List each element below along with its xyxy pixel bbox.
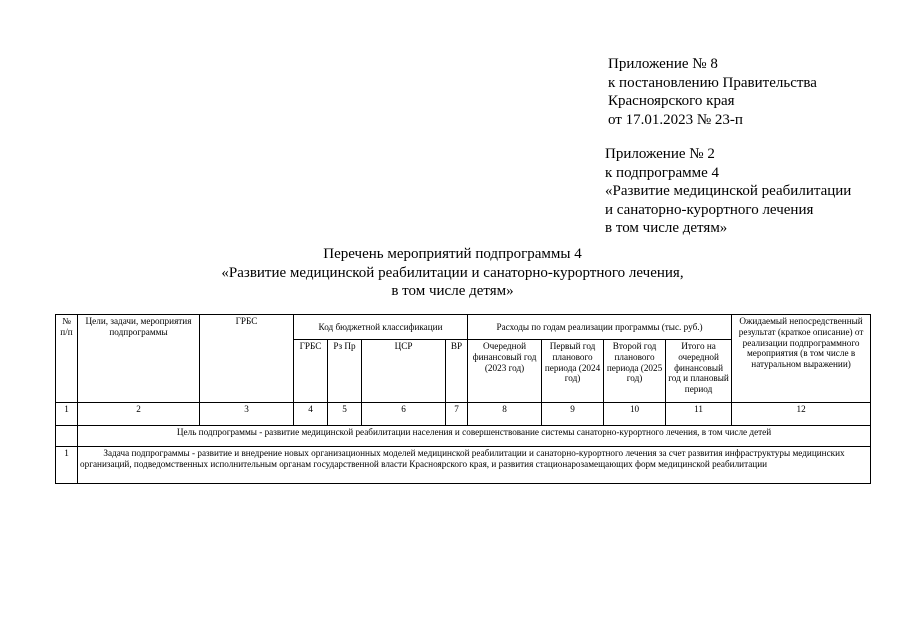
- appendix-8-line-3: Красноярского края: [608, 93, 735, 109]
- column-number: 1: [56, 403, 78, 426]
- appendix-2-line-3: «Развитие медицинской реабилитации: [605, 183, 852, 199]
- goal-number-cell: [56, 426, 78, 447]
- header-goals: Цели, задачи, мероприятия подпрограммы: [78, 315, 200, 403]
- column-number: 11: [666, 403, 732, 426]
- header-code-grbs: ГРБС: [294, 340, 328, 403]
- header-year-second: Второй год планового периода (2025 год): [604, 340, 666, 403]
- header-code-csr: ЦСР: [362, 340, 446, 403]
- header-total: Итого на очередной финансовый год и плановый период: [666, 340, 732, 403]
- appendix-8-line-2: к постановлению Правительства: [608, 74, 817, 91]
- column-number: 10: [604, 403, 666, 426]
- appendix-2-line-4: и санаторно-курортного лечения: [605, 201, 814, 218]
- column-number: 8: [468, 403, 542, 426]
- column-number: 7: [446, 403, 468, 426]
- document-title: [0, 245, 905, 301]
- column-number: 4: [294, 403, 328, 426]
- activities-table: [55, 314, 871, 484]
- column-number: 2: [78, 403, 200, 426]
- column-number: 6: [362, 403, 446, 426]
- title-line-2: «Развитие медицинской реабилитации и санаторно-курортного лечения,: [221, 264, 684, 281]
- appendix-8-line-1: Приложение № 8: [608, 56, 718, 72]
- header-num: № п/п: [56, 315, 78, 403]
- task-row: [56, 447, 871, 484]
- goal-row: [56, 426, 871, 447]
- task-number: 1: [56, 447, 78, 484]
- column-number-row: [56, 403, 871, 426]
- header-year-current: Очередной финансовый год (2023 год): [468, 340, 542, 403]
- column-number: 3: [200, 403, 294, 426]
- header-grbs: ГРБС: [200, 315, 294, 403]
- table-header-row-1: [56, 315, 871, 340]
- title-line-3: в том числе детям»: [391, 283, 514, 299]
- column-number: 9: [542, 403, 604, 426]
- header-code-rzpr: Рз Пр: [328, 340, 362, 403]
- column-number: 12: [732, 403, 871, 426]
- task-text: Задача подпрограммы - развитие и внедрение новых организационных моделей медицинской реабилитации и санаторно-курортного лечения за счет развития инфраструктуры медицинских организаций, подведомственных исполнительным органам государственной власти Красноярского края, и развития стационарозамещающих форм медицинской реабилитации: [78, 447, 871, 484]
- header-budget-code: Код бюджетной классификации: [294, 315, 468, 340]
- header-expected-result: Ожидаемый непосредственный результат (краткое описание) от реализации подпрограммного мероприятия (в том числе в натуральном выражении): [732, 315, 871, 403]
- goal-text: Цель подпрограммы - развитие медицинской реабилитации населения и совершенствование системы санаторно-курортного лечения, в том числе детей: [78, 426, 871, 447]
- header-expenses: Расходы по годам реализации программы (тыс. руб.): [468, 315, 732, 340]
- appendix-2-line-1: Приложение № 2: [605, 146, 715, 162]
- title-line-1: Перечень мероприятий подпрограммы 4: [323, 246, 582, 262]
- header-year-first: Первый год планового периода (2024 год): [542, 340, 604, 403]
- column-number: 5: [328, 403, 362, 426]
- appendix-8-line-4: от 17.01.2023 № 23-п: [608, 111, 743, 128]
- appendix-2-header: [605, 145, 851, 238]
- appendix-2-line-2: к подпрограмме 4: [605, 164, 719, 181]
- appendix-8-header: [608, 55, 817, 129]
- appendix-2-line-5: в том числе детям»: [605, 220, 728, 236]
- header-code-vr: ВР: [446, 340, 468, 403]
